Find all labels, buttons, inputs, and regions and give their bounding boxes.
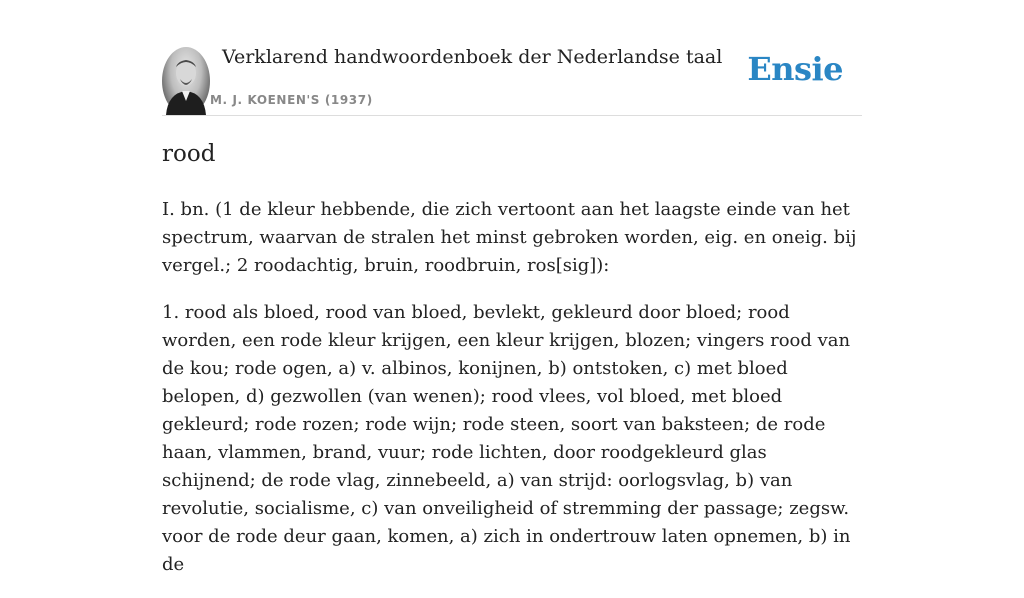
entry-content: [162, 136, 862, 598]
dictionary-title: Verklarend handwoordenboek der Nederlandse taal: [222, 46, 723, 68]
dictionary-author: M. J. KOENEN'S (1937): [210, 93, 373, 107]
site-header: [162, 40, 862, 116]
ensie-logo-link[interactable]: Ensie: [747, 50, 843, 88]
definition-paragraph: 1. rood als bloed, rood van bloed, bevlekt, gekleurd door bloed; rood worden, een rode kleur krijgen, een kleur krijgen, blozen; vingers rood van de kou; rode ogen, a) v. albinos, konijnen, b) ontstoken, c) met bloed belopen, d) gezwollen (van wenen); rood vlees, vol bloed, met bloed gekleurd; rode rozen; rode wijn; rode steen, soort van baksteen; de rode haan, vlammen, brand, vuur; rode lichten, door roodgekleurd glas schijnend; de rode vlag, zinnebeeld, a) van strijd: oorlogsvlag, b) van revolutie, socialisme, c) van onveiligheid of stremming der passage; zegsw. voor de rode deur gaan, komen, a) zich in ondertrouw laten opnemen, b) in de: [162, 302, 851, 575]
author-portrait-icon: [162, 47, 210, 115]
definition-paragraph: I. bn. (1 de kleur hebbende, die zich vertoont aan het laagste einde van het spectrum, waarvan de stralen het minst gebroken worden, eig. en oneig. bij vergel.; 2 roodachtig, bruin, roodbruin, ros[sig]):: [162, 199, 857, 276]
entry-headword: rood: [162, 141, 216, 167]
